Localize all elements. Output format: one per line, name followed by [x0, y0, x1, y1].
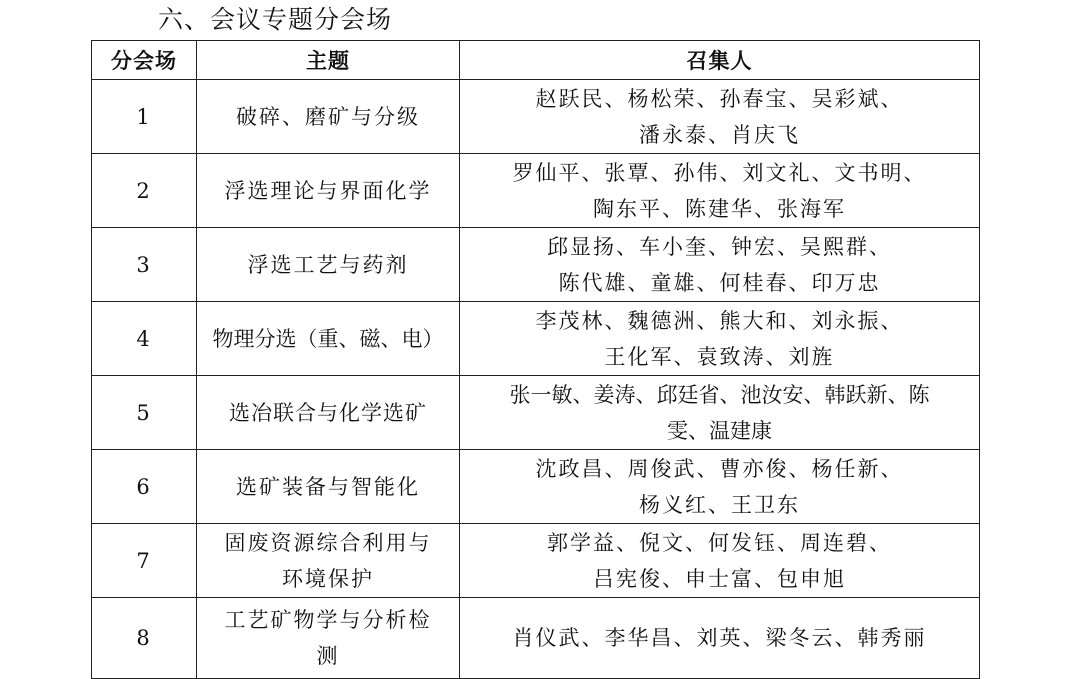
topic-line: 环境保护	[282, 566, 374, 591]
convener-line: 郭学益、倪文、何发钰、周连碧、	[547, 530, 892, 555]
section-title: 六、会议专题分会场	[158, 5, 393, 34]
convener-line: 罗仙平、张覃、孙伟、刘文礼、文书明、	[512, 160, 927, 185]
session-conveners	[460, 302, 980, 376]
session-conveners	[460, 376, 980, 450]
session-number: 4	[92, 302, 197, 376]
table-row	[92, 524, 980, 598]
convener-line: 吕宪俊、申士富、包申旭	[593, 566, 846, 591]
session-topic	[197, 450, 460, 524]
convener-line: 王化军、袁致涛、刘旌	[604, 344, 835, 369]
table-row	[92, 228, 980, 302]
convener-line: 张一敏、姜涛、邱廷省、池汝安、韩跃新、陈	[509, 382, 930, 407]
session-conveners	[460, 228, 980, 302]
convener-line: 赵跃民、杨松荣、孙春宝、吴彩斌、	[535, 86, 904, 111]
topic-line: 选矿装备与智能化	[236, 474, 420, 499]
header-session-number: 分会场	[92, 41, 197, 80]
session-topic	[197, 302, 460, 376]
session-number: 3	[92, 228, 197, 302]
session-number: 2	[92, 154, 197, 228]
topic-line: 工艺矿物学与分析检	[224, 608, 432, 632]
session-topic	[197, 524, 460, 598]
session-number: 5	[92, 376, 197, 450]
topic-line: 浮选理论与界面化学	[224, 178, 432, 203]
table-row	[92, 450, 980, 524]
header-topic: 主题	[197, 41, 460, 80]
table-row	[92, 154, 980, 228]
session-conveners	[460, 524, 980, 598]
convener-line: 杨义红、王卫东	[639, 492, 800, 517]
session-topic	[197, 80, 460, 154]
convener-line: 陈代雄、童雄、何桂春、印万忠	[558, 270, 881, 295]
convener-line: 肖仪武、李华昌、刘英、梁冬云、韩秀丽	[512, 626, 927, 650]
convener-line: 李茂林、魏德洲、熊大和、刘永振、	[535, 308, 904, 333]
session-topic	[197, 376, 460, 450]
session-topic	[197, 598, 460, 679]
topic-line: 浮选工艺与药剂	[247, 252, 409, 277]
session-number: 1	[92, 80, 197, 154]
topic-line: 选冶联合与化学选矿	[229, 400, 427, 425]
convener-line: 沈政昌、周俊武、曹亦俊、杨任新、	[535, 456, 904, 481]
topic-line: 破碎、磨矿与分级	[236, 104, 420, 129]
session-conveners	[460, 450, 980, 524]
topic-line: 测	[316, 644, 340, 668]
session-table	[91, 40, 980, 679]
session-conveners	[460, 598, 980, 679]
table-row	[92, 376, 980, 450]
session-conveners	[460, 80, 980, 154]
session-topic	[197, 154, 460, 228]
convener-line: 雯、温建康	[667, 418, 772, 443]
header-conveners: 召集人	[460, 41, 980, 80]
session-number: 6	[92, 450, 197, 524]
topic-line: 物理分选（重、磁、电）	[212, 326, 444, 351]
convener-line: 陶东平、陈建华、张海军	[593, 196, 846, 221]
table-row	[92, 598, 980, 679]
session-number: 8	[92, 598, 197, 679]
convener-line: 邱显扬、车小奎、钟宏、吴熙群、	[547, 234, 892, 259]
table-row	[92, 80, 980, 154]
session-topic	[197, 228, 460, 302]
session-conveners	[460, 154, 980, 228]
session-number: 7	[92, 524, 197, 598]
convener-line: 潘永泰、肖庆飞	[639, 122, 800, 147]
table-row	[92, 302, 980, 376]
table-header-row	[92, 41, 980, 80]
topic-line: 固废资源综合利用与	[224, 530, 432, 555]
